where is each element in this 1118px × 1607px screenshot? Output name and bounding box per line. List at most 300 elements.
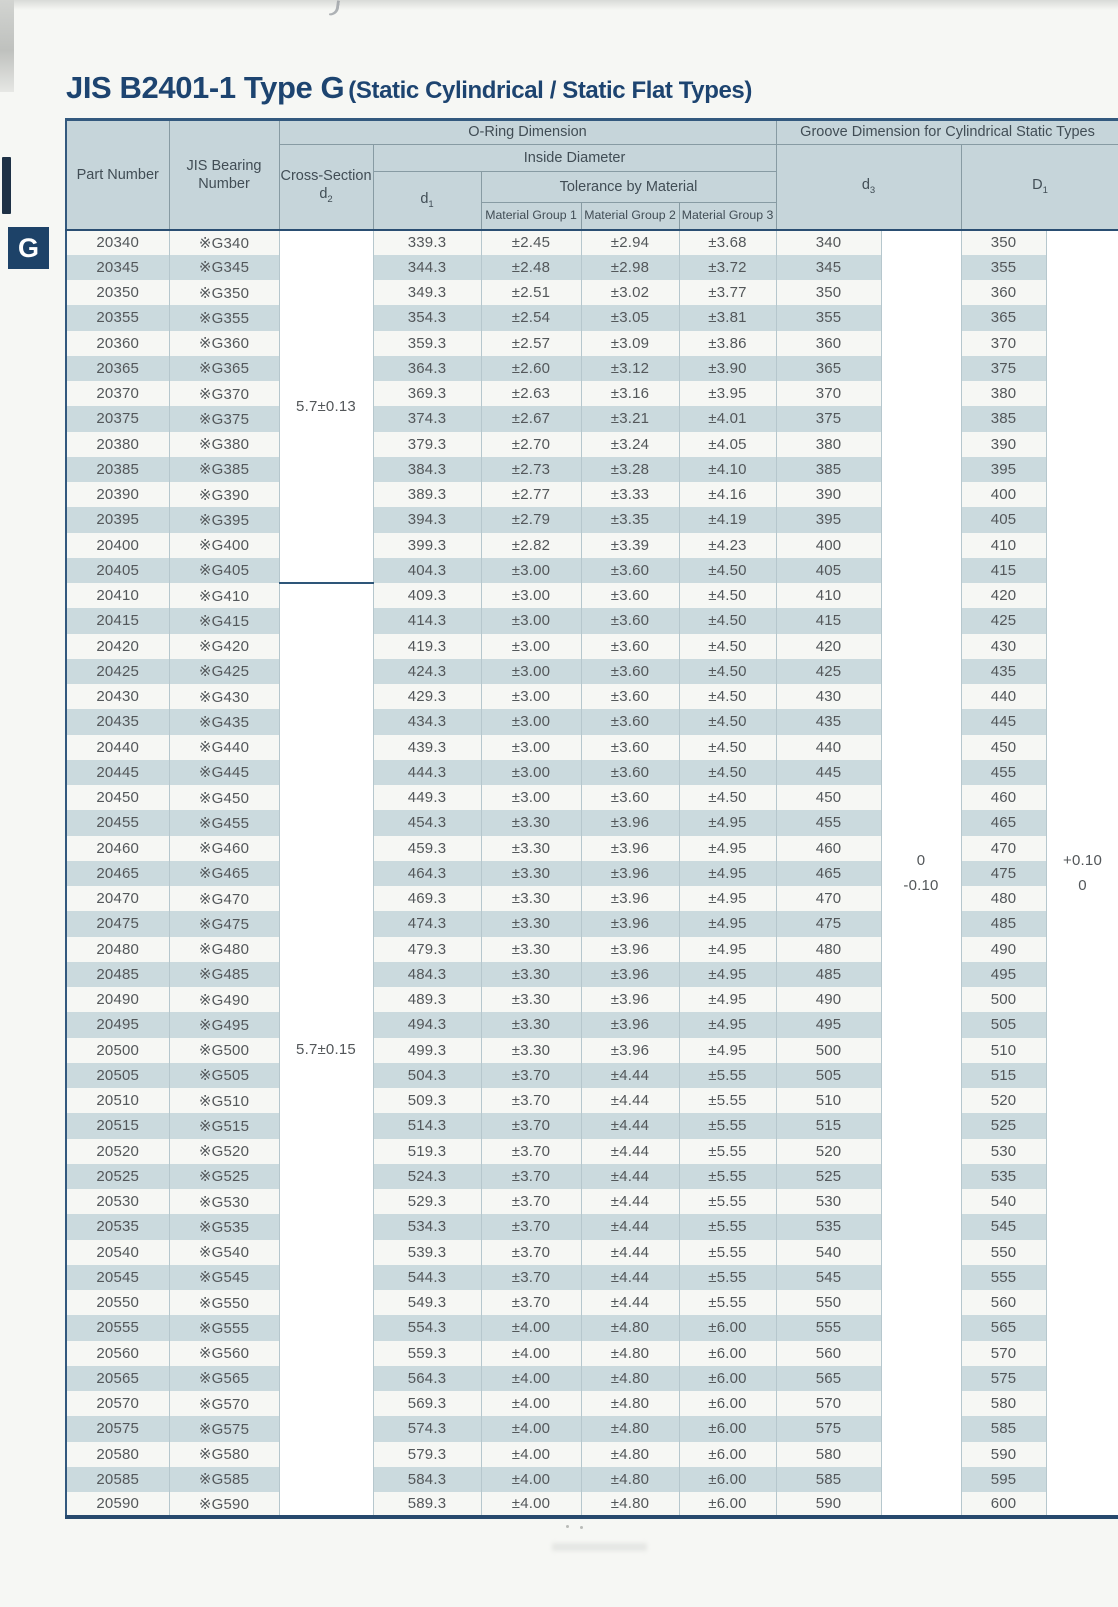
part-number-cell: 20400: [66, 533, 169, 558]
jis-bearing-number-cell: ※G460: [169, 836, 279, 861]
groove-D1-cell: 495: [961, 962, 1046, 987]
groove-d3-cell: 560: [776, 1341, 881, 1366]
table-row: [66, 1467, 1118, 1492]
tolerance-group1-cell: ±3.70: [481, 1164, 581, 1189]
tolerance-group3-cell: ±4.95: [679, 861, 776, 886]
groove-D1-cell: 355: [961, 255, 1046, 280]
tolerance-group2-cell: ±4.44: [581, 1189, 679, 1214]
table-row: [66, 1366, 1118, 1391]
part-number-cell: 20535: [66, 1214, 169, 1239]
tolerance-group1-cell: ±2.60: [481, 356, 581, 381]
table-row: [66, 1315, 1118, 1340]
tolerance-group3-cell: ±4.50: [679, 583, 776, 608]
groove-D1-cell: 440: [961, 684, 1046, 709]
part-number-cell: 20410: [66, 583, 169, 608]
tolerance-group3-cell: ±4.95: [679, 810, 776, 835]
tolerance-group3-cell: ±4.50: [679, 558, 776, 583]
tolerance-group2-cell: ±3.96: [581, 987, 679, 1012]
D1-tolerance-line: +0.10: [1063, 851, 1102, 869]
inside-diameter-d1-cell: 529.3: [373, 1189, 481, 1214]
jis-bearing-number-cell: ※G435: [169, 709, 279, 734]
part-number-cell: 20435: [66, 709, 169, 734]
inside-diameter-d1-cell: 589.3: [373, 1492, 481, 1517]
part-number-cell: 20470: [66, 886, 169, 911]
tolerance-group2-cell: ±4.44: [581, 1164, 679, 1189]
tolerance-group1-cell: ±3.70: [481, 1113, 581, 1138]
part-number-cell: 20520: [66, 1139, 169, 1164]
jis-bearing-number-cell: ※G410: [169, 583, 279, 608]
tolerance-group3-cell: ±4.16: [679, 482, 776, 507]
header-material-group-3: Material Group 3: [679, 203, 776, 230]
groove-D1-cell: 550: [961, 1240, 1046, 1265]
tolerance-group1-cell: ±3.00: [481, 659, 581, 684]
tolerance-group2-cell: ±4.80: [581, 1492, 679, 1517]
groove-D1-cell: 350: [961, 230, 1046, 255]
header-inside-diameter: Inside Diameter: [373, 145, 776, 172]
part-number-cell: 20430: [66, 684, 169, 709]
tolerance-group3-cell: ±4.50: [679, 608, 776, 633]
tolerance-group3-cell: ±5.55: [679, 1164, 776, 1189]
part-number-cell: 20550: [66, 1290, 169, 1315]
groove-D1-cell: 575: [961, 1366, 1046, 1391]
inside-diameter-d1-cell: 454.3: [373, 810, 481, 835]
inside-diameter-d1-cell: 384.3: [373, 457, 481, 482]
jis-bearing-number-cell: ※G485: [169, 962, 279, 987]
groove-d3-cell: 490: [776, 987, 881, 1012]
groove-D1-cell: 395: [961, 457, 1046, 482]
inside-diameter-d1-cell: 579.3: [373, 1442, 481, 1467]
scan-artifact-corner-strip: [0, 0, 14, 92]
groove-d3-cell: 460: [776, 836, 881, 861]
tolerance-group1-cell: ±3.30: [481, 937, 581, 962]
tolerance-group2-cell: ±3.21: [581, 406, 679, 431]
groove-d3-cell: 585: [776, 1467, 881, 1492]
jis-bearing-number-cell: ※G450: [169, 785, 279, 810]
jis-bearing-number-cell: ※G570: [169, 1391, 279, 1416]
groove-D1-cell: 580: [961, 1391, 1046, 1416]
tolerance-group1-cell: ±3.70: [481, 1139, 581, 1164]
tolerance-group1-cell: ±3.70: [481, 1063, 581, 1088]
groove-D1-cell: 460: [961, 785, 1046, 810]
inside-diameter-d1-cell: 434.3: [373, 709, 481, 734]
tolerance-group1-cell: ±4.00: [481, 1442, 581, 1467]
jis-bearing-number-cell: ※G505: [169, 1063, 279, 1088]
tolerance-group3-cell: ±4.95: [679, 987, 776, 1012]
header-cross-section-symbol: d: [319, 186, 328, 203]
tolerance-group3-cell: ±4.50: [679, 735, 776, 760]
tolerance-group3-cell: ±4.50: [679, 760, 776, 785]
header-d1-subscript: 1: [428, 198, 434, 210]
tolerance-group2-cell: ±3.02: [581, 280, 679, 305]
groove-D1-cell: 520: [961, 1088, 1046, 1113]
tolerance-group2-cell: ±3.96: [581, 810, 679, 835]
table-row: [66, 558, 1118, 583]
groove-d3-cell: 520: [776, 1139, 881, 1164]
tolerance-group3-cell: ±6.00: [679, 1492, 776, 1517]
jis-bearing-number-cell: ※G560: [169, 1341, 279, 1366]
header-d1-symbol: d: [420, 190, 429, 207]
tolerance-group2-cell: ±3.60: [581, 760, 679, 785]
tolerance-group2-cell: ±4.44: [581, 1139, 679, 1164]
table-row: [66, 482, 1118, 507]
tolerance-group1-cell: ±3.30: [481, 987, 581, 1012]
groove-d3-cell: 385: [776, 457, 881, 482]
tolerance-group1-cell: ±3.30: [481, 836, 581, 861]
groove-D1-cell: 510: [961, 1038, 1046, 1063]
part-number-cell: 20465: [66, 861, 169, 886]
page-title-sub: (Static Cylindrical / Static Flat Types): [348, 77, 752, 104]
tolerance-group1-cell: ±2.70: [481, 432, 581, 457]
groove-D1-cell: 405: [961, 507, 1046, 532]
inside-diameter-d1-cell: 484.3: [373, 962, 481, 987]
tolerance-group1-cell: ±2.51: [481, 280, 581, 305]
tolerance-group2-cell: ±4.44: [581, 1063, 679, 1088]
groove-d3-cell: 425: [776, 659, 881, 684]
tolerance-group3-cell: ±4.95: [679, 1038, 776, 1063]
table-row: [66, 735, 1118, 760]
tolerance-group2-cell: ±3.96: [581, 1012, 679, 1037]
tolerance-group3-cell: ±4.50: [679, 709, 776, 734]
inside-diameter-d1-cell: 459.3: [373, 836, 481, 861]
tolerance-group3-cell: ±4.01: [679, 406, 776, 431]
jis-bearing-number-cell: ※G540: [169, 1240, 279, 1265]
tolerance-group1-cell: ±2.82: [481, 533, 581, 558]
scan-artifact-left-bar: [2, 157, 11, 214]
table-row: [66, 230, 1118, 255]
jis-bearing-number-cell: ※G395: [169, 507, 279, 532]
part-number-cell: 20385: [66, 457, 169, 482]
table-row: [66, 1012, 1118, 1037]
inside-diameter-d1-cell: 534.3: [373, 1214, 481, 1239]
jis-bearing-number-cell: ※G360: [169, 331, 279, 356]
table-row: [66, 507, 1118, 532]
header-d3-symbol: d: [861, 177, 870, 194]
table-header: [66, 120, 1118, 230]
tolerance-group2-cell: ±4.80: [581, 1315, 679, 1340]
scan-artifact-dot: [580, 1526, 583, 1529]
tolerance-group2-cell: ±4.44: [581, 1240, 679, 1265]
part-number-cell: 20405: [66, 558, 169, 583]
table-body: [66, 230, 1118, 1518]
header-d3: [776, 145, 961, 230]
jis-bearing-number-cell: ※G445: [169, 760, 279, 785]
tolerance-group3-cell: ±6.00: [679, 1315, 776, 1340]
tolerance-group1-cell: ±3.00: [481, 634, 581, 659]
inside-diameter-d1-cell: 544.3: [373, 1265, 481, 1290]
groove-D1-cell: 515: [961, 1063, 1046, 1088]
jis-bearing-number-cell: ※G590: [169, 1492, 279, 1517]
part-number-cell: 20425: [66, 659, 169, 684]
table-row: [66, 406, 1118, 431]
groove-d3-cell: 440: [776, 735, 881, 760]
table-row: [66, 608, 1118, 633]
tolerance-group2-cell: ±3.60: [581, 558, 679, 583]
groove-d3-cell: 470: [776, 886, 881, 911]
tolerance-group1-cell: ±3.30: [481, 810, 581, 835]
header-cross-section: [279, 145, 373, 230]
tolerance-group2-cell: ±3.96: [581, 962, 679, 987]
part-number-cell: 20450: [66, 785, 169, 810]
inside-diameter-d1-cell: 539.3: [373, 1240, 481, 1265]
groove-d3-cell: 355: [776, 305, 881, 330]
part-number-cell: 20560: [66, 1341, 169, 1366]
header-jis-line1: JIS Bearing: [186, 157, 262, 174]
jis-bearing-number-cell: ※G340: [169, 230, 279, 255]
tolerance-group1-cell: ±3.30: [481, 1012, 581, 1037]
tolerance-group3-cell: ±4.95: [679, 962, 776, 987]
table-row: [66, 785, 1118, 810]
table-row: [66, 1265, 1118, 1290]
jis-bearing-number-cell: ※G500: [169, 1038, 279, 1063]
jis-bearing-number-cell: ※G525: [169, 1164, 279, 1189]
tolerance-group2-cell: ±3.60: [581, 659, 679, 684]
table-row: [66, 1240, 1118, 1265]
tolerance-group2-cell: ±3.96: [581, 836, 679, 861]
part-number-cell: 20555: [66, 1315, 169, 1340]
part-number-cell: 20540: [66, 1240, 169, 1265]
groove-D1-cell: 475: [961, 861, 1046, 886]
groove-D1-cell: 585: [961, 1416, 1046, 1441]
inside-diameter-d1-cell: 344.3: [373, 255, 481, 280]
groove-D1-cell: 420: [961, 583, 1046, 608]
header-jis-bearing-number: [169, 120, 279, 230]
inside-diameter-d1-cell: 519.3: [373, 1139, 481, 1164]
groove-D1-cell: 595: [961, 1467, 1046, 1492]
groove-D1-cell: 415: [961, 558, 1046, 583]
tolerance-group2-cell: ±3.05: [581, 305, 679, 330]
table-row: [66, 659, 1118, 684]
tolerance-group2-cell: ±3.28: [581, 457, 679, 482]
oring-dimension-table: [65, 118, 1118, 1519]
groove-d3-cell: 380: [776, 432, 881, 457]
tolerance-group2-cell: ±4.80: [581, 1442, 679, 1467]
table-row: [66, 356, 1118, 381]
table-row: [66, 987, 1118, 1012]
groove-D1-cell: 565: [961, 1315, 1046, 1340]
groove-D1-cell: 455: [961, 760, 1046, 785]
tolerance-group2-cell: ±4.44: [581, 1088, 679, 1113]
inside-diameter-d1-cell: 549.3: [373, 1290, 481, 1315]
groove-D1-cell: 385: [961, 406, 1046, 431]
scan-artifact-smudge: [552, 1543, 647, 1551]
inside-diameter-d1-cell: 569.3: [373, 1391, 481, 1416]
tolerance-group1-cell: ±3.70: [481, 1265, 581, 1290]
tolerance-group2-cell: ±4.44: [581, 1214, 679, 1239]
table-row: [66, 1038, 1118, 1063]
inside-diameter-d1-cell: 429.3: [373, 684, 481, 709]
tolerance-group3-cell: ±4.50: [679, 659, 776, 684]
groove-d3-cell: 580: [776, 1442, 881, 1467]
jis-bearing-number-cell: ※G530: [169, 1189, 279, 1214]
tolerance-group2-cell: ±3.60: [581, 608, 679, 633]
jis-bearing-number-cell: ※G350: [169, 280, 279, 305]
jis-bearing-number-cell: ※G480: [169, 937, 279, 962]
groove-d3-cell: 545: [776, 1265, 881, 1290]
groove-D1-cell: 500: [961, 987, 1046, 1012]
tolerance-group2-cell: ±4.44: [581, 1290, 679, 1315]
inside-diameter-d1-cell: 469.3: [373, 886, 481, 911]
tolerance-group3-cell: ±4.95: [679, 937, 776, 962]
part-number-cell: 20570: [66, 1391, 169, 1416]
tolerance-group1-cell: ±3.70: [481, 1240, 581, 1265]
groove-d3-cell: 500: [776, 1038, 881, 1063]
table-row: [66, 583, 1118, 608]
groove-D1-cell: 425: [961, 608, 1046, 633]
tolerance-group3-cell: ±6.00: [679, 1341, 776, 1366]
groove-d3-cell: 430: [776, 684, 881, 709]
tolerance-group2-cell: ±3.60: [581, 684, 679, 709]
tolerance-group1-cell: ±3.70: [481, 1290, 581, 1315]
inside-diameter-d1-cell: 504.3: [373, 1063, 481, 1088]
tolerance-group1-cell: ±3.00: [481, 684, 581, 709]
tolerance-group1-cell: ±4.00: [481, 1366, 581, 1391]
table-row: [66, 1341, 1118, 1366]
scan-artifact-staple-mark: [329, 0, 340, 17]
header-jis-line2: Number: [198, 175, 250, 192]
tolerance-group1-cell: ±3.00: [481, 785, 581, 810]
tolerance-group2-cell: ±2.94: [581, 230, 679, 255]
scan-artifact-top-edge: [0, 0, 1118, 10]
groove-d3-cell: 530: [776, 1189, 881, 1214]
oring-table-wrap: [65, 118, 1118, 1519]
jis-bearing-number-cell: ※G380: [169, 432, 279, 457]
jis-bearing-number-cell: ※G415: [169, 608, 279, 633]
tolerance-group1-cell: ±3.30: [481, 886, 581, 911]
inside-diameter-d1-cell: 404.3: [373, 558, 481, 583]
part-number-cell: 20460: [66, 836, 169, 861]
tolerance-group3-cell: ±5.55: [679, 1063, 776, 1088]
groove-d3-cell: 515: [776, 1113, 881, 1138]
jis-bearing-number-cell: ※G515: [169, 1113, 279, 1138]
groove-D1-cell: 540: [961, 1189, 1046, 1214]
jis-bearing-number-cell: ※G545: [169, 1265, 279, 1290]
tolerance-group3-cell: ±3.72: [679, 255, 776, 280]
groove-d3-cell: 450: [776, 785, 881, 810]
groove-D1-cell: 485: [961, 911, 1046, 936]
header-cross-section-subscript: 2: [327, 194, 333, 206]
tolerance-group2-cell: ±3.12: [581, 356, 679, 381]
part-number-cell: 20480: [66, 937, 169, 962]
groove-D1-cell: 390: [961, 432, 1046, 457]
jis-bearing-number-cell: ※G455: [169, 810, 279, 835]
jis-bearing-number-cell: ※G400: [169, 533, 279, 558]
tolerance-group3-cell: ±4.95: [679, 1012, 776, 1037]
table-row: [66, 1189, 1118, 1214]
inside-diameter-d1-cell: 414.3: [373, 608, 481, 633]
groove-D1-cell: 360: [961, 280, 1046, 305]
jis-bearing-number-cell: ※G495: [169, 1012, 279, 1037]
groove-D1-cell: 450: [961, 735, 1046, 760]
tolerance-group1-cell: ±3.00: [481, 558, 581, 583]
groove-d3-cell: 405: [776, 558, 881, 583]
inside-diameter-d1-cell: 444.3: [373, 760, 481, 785]
groove-D1-cell: 410: [961, 533, 1046, 558]
table-row: [66, 684, 1118, 709]
jis-bearing-number-cell: ※G520: [169, 1139, 279, 1164]
tolerance-group3-cell: ±4.50: [679, 785, 776, 810]
jis-bearing-number-cell: ※G555: [169, 1315, 279, 1340]
header-material-group-1: Material Group 1: [481, 203, 581, 230]
inside-diameter-d1-cell: 339.3: [373, 230, 481, 255]
groove-d3-cell: 535: [776, 1214, 881, 1239]
table-row: [66, 760, 1118, 785]
inside-diameter-d1-cell: 489.3: [373, 987, 481, 1012]
tolerance-group3-cell: ±4.95: [679, 911, 776, 936]
jis-bearing-number-cell: ※G425: [169, 659, 279, 684]
header-material-group-2: Material Group 2: [581, 203, 679, 230]
tolerance-group1-cell: ±3.30: [481, 962, 581, 987]
part-number-cell: 20475: [66, 911, 169, 936]
part-number-cell: 20390: [66, 482, 169, 507]
groove-D1-cell: 505: [961, 1012, 1046, 1037]
groove-D1-cell: 445: [961, 709, 1046, 734]
inside-diameter-d1-cell: 524.3: [373, 1164, 481, 1189]
table-row: [66, 911, 1118, 936]
tolerance-group3-cell: ±3.90: [679, 356, 776, 381]
tolerance-group1-cell: ±3.00: [481, 709, 581, 734]
tolerance-group3-cell: ±6.00: [679, 1391, 776, 1416]
table-row: [66, 331, 1118, 356]
inside-diameter-d1-cell: 474.3: [373, 911, 481, 936]
groove-D1-cell: 435: [961, 659, 1046, 684]
groove-d3-cell: 400: [776, 533, 881, 558]
part-number-cell: 20575: [66, 1416, 169, 1441]
tolerance-group2-cell: ±3.24: [581, 432, 679, 457]
part-number-cell: 20375: [66, 406, 169, 431]
tolerance-group2-cell: ±4.44: [581, 1265, 679, 1290]
groove-D1-cell: 375: [961, 356, 1046, 381]
groove-d3-cell: 340: [776, 230, 881, 255]
jis-bearing-number-cell: ※G465: [169, 861, 279, 886]
part-number-cell: 20350: [66, 280, 169, 305]
tolerance-group3-cell: ±5.55: [679, 1214, 776, 1239]
groove-D1-cell: 430: [961, 634, 1046, 659]
groove-D1-cell: 400: [961, 482, 1046, 507]
groove-D1-cell: 600: [961, 1492, 1046, 1517]
table-row: [66, 1492, 1118, 1517]
tolerance-group1-cell: ±2.57: [481, 331, 581, 356]
tolerance-group3-cell: ±5.55: [679, 1139, 776, 1164]
jis-bearing-number-cell: ※G535: [169, 1214, 279, 1239]
d3-tolerance-line: 0: [916, 851, 926, 869]
D1-tolerance-cell: [1046, 230, 1118, 1518]
tolerance-group3-cell: ±4.95: [679, 836, 776, 861]
inside-diameter-d1-cell: 499.3: [373, 1038, 481, 1063]
groove-D1-cell: 545: [961, 1214, 1046, 1239]
groove-D1-cell: 555: [961, 1265, 1046, 1290]
jis-bearing-number-cell: ※G580: [169, 1442, 279, 1467]
table-row: [66, 1442, 1118, 1467]
inside-diameter-d1-cell: 574.3: [373, 1416, 481, 1441]
cross-section-d2-cell: 5.7±0.13: [279, 230, 373, 584]
inside-diameter-d1-cell: 399.3: [373, 533, 481, 558]
tolerance-group2-cell: ±2.98: [581, 255, 679, 280]
inside-diameter-d1-cell: 364.3: [373, 356, 481, 381]
part-number-cell: 20485: [66, 962, 169, 987]
tolerance-group3-cell: ±4.95: [679, 886, 776, 911]
groove-D1-cell: 590: [961, 1442, 1046, 1467]
table-row: [66, 1164, 1118, 1189]
table-row: [66, 1214, 1118, 1239]
tolerance-group1-cell: ±4.00: [481, 1467, 581, 1492]
groove-d3-cell: 555: [776, 1315, 881, 1340]
tolerance-group2-cell: ±4.80: [581, 1391, 679, 1416]
groove-d3-cell: 525: [776, 1164, 881, 1189]
groove-d3-cell: 570: [776, 1391, 881, 1416]
tolerance-group2-cell: ±4.80: [581, 1467, 679, 1492]
inside-diameter-d1-cell: 389.3: [373, 482, 481, 507]
groove-d3-cell: 465: [776, 861, 881, 886]
